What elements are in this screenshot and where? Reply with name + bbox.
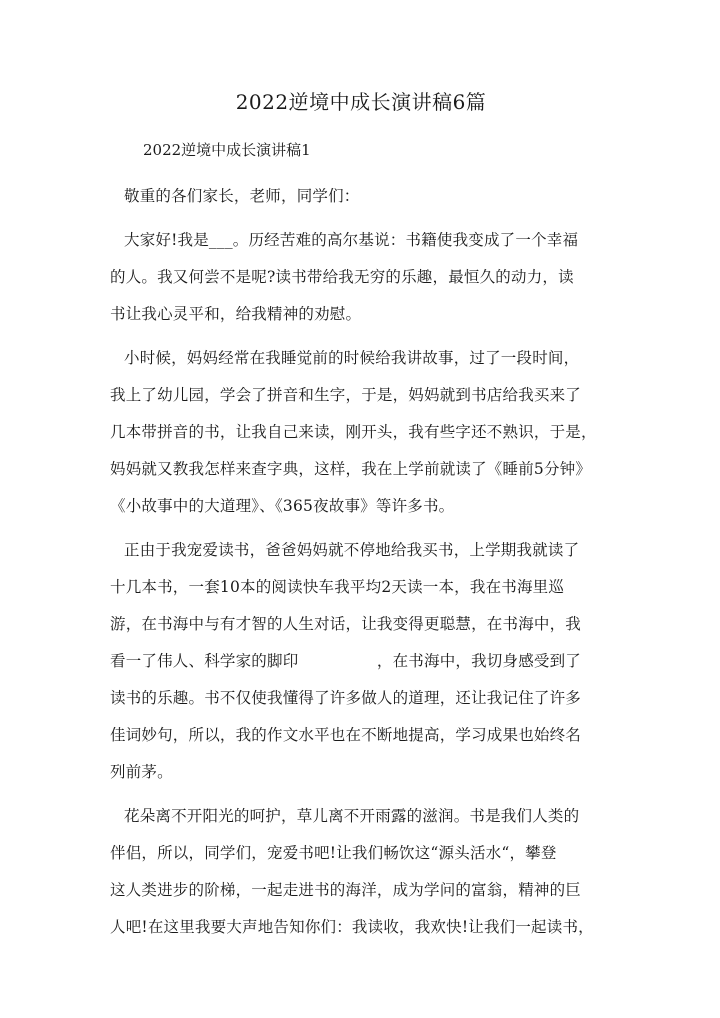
paragraph-line: 伴侣，所以，同学们，宠爱书吧!让我们畅饮这“源头活水“，攀登: [110, 844, 557, 862]
document-title: 2022逆境中成长演讲稿6篇: [235, 90, 487, 114]
paragraph-line: 我上了幼儿园，学会了拼音和生字，于是，妈妈就到书店给我买来了: [110, 386, 582, 404]
paragraph-line: 几本带拼音的书，让我自己来读，刚开头，我有些字还不熟识，于是，: [110, 423, 597, 441]
paragraph-line: 看一了伟人、科学家的脚印 ，在书海中，我切身感受到了: [110, 652, 582, 670]
paragraph-line: 游，在书海中与有才智的人生对话，让我变得更聪慧，在书海中，我: [110, 615, 582, 633]
paragraph-line: 这人类进步的阶梯，一起走进书的海洋，成为学问的富翁，精神的巨: [110, 881, 582, 899]
paragraph-line: 十几本书，一套10本的阅读快车我平均2天读一本，我在书海里巡: [110, 578, 565, 596]
paragraph-line: 大家好!我是___。历经苦难的高尔基说：书籍使我变成了一个幸福: [124, 231, 579, 249]
paragraph-line: 读书的乐趣。书不仅使我懂得了许多做人的道理，还让我记住了许多: [110, 689, 582, 707]
salutation-line: 敬重的各们家长，老师，同学们：: [124, 187, 360, 205]
paragraph-line: 《小故事中的大道理》、《365夜故事》等许多书。: [110, 497, 455, 515]
paragraph-line: 正由于我宠爱读书，爸爸妈妈就不停地给我买书，上学期我就读了: [124, 541, 580, 559]
paragraph-line: 的人。我又何尝不是呢?读书带给我无穷的乐趣，最恒久的动力，读: [110, 268, 574, 286]
paragraph-line: 佳词妙句，所以，我的作文水平也在不断地提高，学习成果也始终名: [110, 726, 582, 744]
paragraph-line: 人吧!在这里我要大声地告知你们：我读收，我欢快!让我们一起读书，: [110, 918, 594, 936]
document-subtitle: 2022逆境中成长演讲稿1: [143, 141, 311, 159]
paragraph-line: 花朵离不开阳光的呵护，草儿离不开雨露的滋润。书是我们人类的: [124, 807, 580, 825]
paragraph-line: 妈妈就又教我怎样来查字典，这样，我在上学前就读了《睡前5分钟》: [110, 460, 592, 478]
paragraph-line: 书让我心灵平和，给我精神的劝慰。: [110, 305, 362, 323]
paragraph-line: 小时候，妈妈经常在我睡觉前的时候给我讲故事，过了一段时间，: [124, 349, 580, 367]
paragraph-line: 列前茅。: [110, 763, 173, 781]
